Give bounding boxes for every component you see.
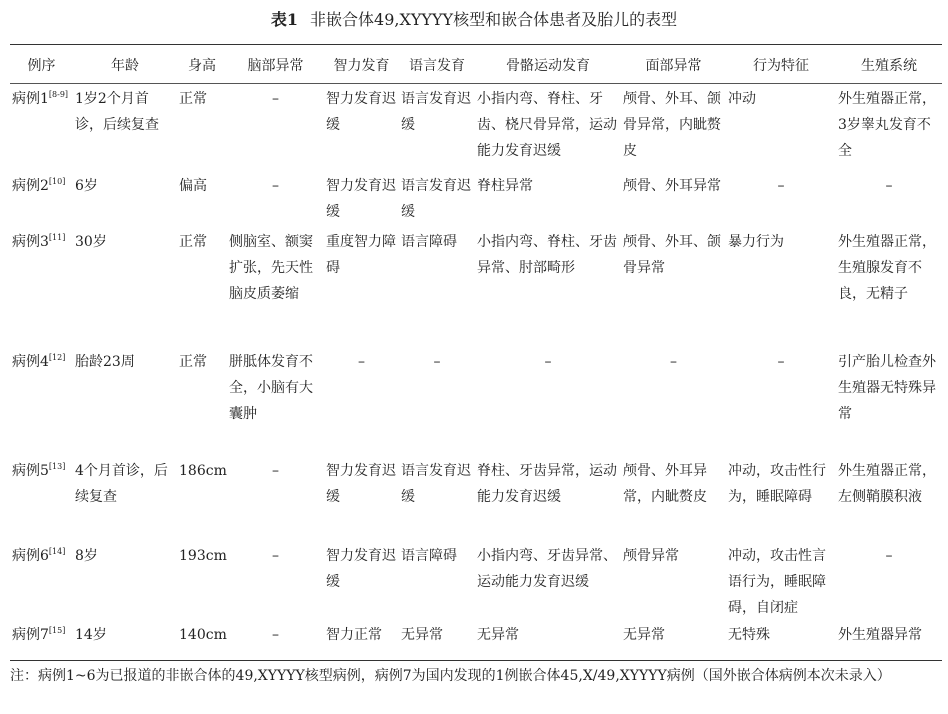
table-caption	[0, 8, 948, 32]
table-row	[10, 540, 942, 622]
case-label: 病例6	[12, 548, 49, 564]
age-cell: 4个月首诊，后续复查	[75, 463, 168, 505]
case-cell	[10, 170, 73, 226]
case-label: 病例3	[12, 234, 49, 250]
table-row	[10, 170, 942, 226]
brain-cell: –	[272, 178, 279, 194]
behavior-cell: 冲动，攻击性言语行为，睡眠障碍，自闭症	[728, 548, 826, 616]
height-cell: 正常	[179, 234, 207, 250]
facial-cell: –	[670, 354, 677, 370]
header-facial: 面部异常	[645, 57, 702, 74]
case-label: 病例4	[12, 354, 49, 370]
behavior-cell: –	[777, 178, 785, 194]
intelligence-cell: 智力发育迟缓	[326, 548, 396, 590]
bottom-rule	[10, 660, 942, 661]
language-cell: 语言障碍	[401, 548, 457, 564]
facial-cell: 颅骨、外耳、颌骨异常，内眦赘皮	[623, 91, 721, 159]
table-row	[10, 622, 942, 646]
case-cell	[10, 455, 73, 540]
header-skeletal-motor: 骨骼运动发育	[506, 57, 590, 74]
brain-cell: –	[272, 91, 279, 107]
intelligence-cell: 重度智力障碍	[326, 234, 396, 276]
header-behavior: 行为特征	[753, 57, 809, 74]
height-cell: 正常	[179, 91, 207, 107]
reference-link[interactable]: [10]	[48, 177, 66, 186]
case-cell	[10, 226, 73, 346]
skeletal-cell: 无异常	[477, 627, 519, 643]
age-cell: 30岁	[75, 234, 107, 250]
intelligence-cell: –	[358, 354, 365, 370]
table-row	[10, 455, 942, 540]
facial-cell: 颅骨、外耳异常	[623, 178, 721, 194]
brain-cell: –	[272, 548, 279, 564]
language-cell: 语言发育迟缓	[401, 178, 471, 220]
facial-cell: 颅骨、外耳、颌骨异常	[623, 234, 721, 276]
case-cell	[10, 346, 73, 455]
reproductive-cell: –	[885, 178, 893, 194]
skeletal-cell: 小指内弯、牙齿异常、运动能力发育迟缓	[477, 548, 617, 590]
language-cell: 无异常	[401, 627, 443, 643]
header-height: 身高	[188, 57, 216, 74]
reference-link[interactable]: [11]	[48, 233, 66, 242]
phenotype-table	[10, 46, 942, 646]
reproductive-cell: 引产胎儿检查外生殖器无特殊异常	[838, 354, 936, 422]
case-cell	[10, 83, 73, 170]
case-label: 病例1	[12, 91, 49, 107]
reference-link[interactable]: [14]	[48, 547, 66, 556]
intelligence-cell: 智力发育迟缓	[326, 178, 396, 220]
height-cell: 140cm	[179, 627, 227, 643]
brain-cell: 侧脑室、额窦扩张，先天性脑皮质萎缩	[229, 234, 313, 302]
behavior-cell: –	[777, 354, 785, 370]
intelligence-cell: 智力发育迟缓	[326, 463, 396, 505]
facial-cell: 颅骨异常	[623, 548, 679, 564]
language-cell: 语言发育迟缓	[401, 91, 471, 133]
reproductive-cell: 外生殖器异常	[838, 627, 922, 643]
brain-cell: –	[272, 463, 279, 479]
header-language: 语言发育	[409, 57, 465, 74]
brain-cell: –	[272, 627, 279, 643]
table-footnote: 注：病例1~6为已报道的非嵌合体的49,XYYYY核型病例，病例7为国内发现的1例嵌合体45,X/49,XYYYY病例（国外嵌合体病例本次未录入）	[10, 668, 891, 684]
height-cell: 偏高	[179, 178, 207, 194]
skeletal-cell: 脊柱、牙齿异常，运动能力发育迟缓	[477, 463, 617, 505]
skeletal-cell: 小指内弯、脊柱、牙齿、桡尺骨异常，运动能力发育迟缓	[477, 91, 617, 159]
table-title: 非嵌合体49,XYYYY核型和嵌合体患者及胎儿的表型	[310, 10, 678, 29]
table-row	[10, 226, 942, 346]
case-label: 病例2	[12, 178, 49, 194]
reference-link[interactable]: [15]	[48, 626, 66, 635]
header-case: 例序	[27, 57, 56, 74]
table-label: 表1	[270, 10, 299, 29]
reproductive-cell: 外生殖器正常，生殖腺发育不良，无精子	[838, 234, 936, 302]
table-row	[10, 346, 942, 455]
behavior-cell: 冲动，攻击性行为，睡眠障碍	[728, 463, 826, 505]
age-cell: 1岁2个月首诊，后续复查	[75, 91, 159, 133]
case-label: 病例5	[12, 463, 49, 479]
reproductive-cell: –	[885, 548, 893, 564]
skeletal-cell: 脊柱异常	[477, 178, 533, 194]
intelligence-cell: 智力发育迟缓	[326, 91, 396, 133]
behavior-cell: 暴力行为	[728, 234, 784, 250]
language-cell: –	[433, 354, 441, 370]
height-cell: 正常	[179, 354, 207, 370]
reproductive-cell: 外生殖器正常，3岁睾丸发育不全	[838, 91, 936, 159]
skeletal-cell: 小指内弯、脊柱、牙齿异常、肘部畸形	[477, 234, 617, 276]
language-cell: 语言障碍	[401, 234, 457, 250]
age-cell: 6岁	[75, 178, 98, 194]
table-row	[10, 83, 942, 170]
reference-link[interactable]: [13]	[48, 462, 66, 471]
header-reproductive: 生殖系统	[861, 57, 917, 74]
facial-cell: 颅骨、外耳异常，内眦赘皮	[623, 463, 707, 505]
table-header	[10, 46, 942, 83]
height-cell: 193cm	[179, 548, 227, 564]
case-cell	[10, 540, 73, 622]
age-cell: 胎龄23周	[75, 354, 135, 370]
header-age: 年龄	[111, 57, 139, 74]
language-cell: 语言发育迟缓	[401, 463, 471, 505]
reference-link[interactable]: [8-9]	[48, 90, 69, 99]
reference-link[interactable]: [12]	[48, 353, 66, 362]
header-intelligence: 智力发育	[333, 57, 390, 74]
reproductive-cell: 外生殖器正常，左侧鞘膜积液	[838, 463, 936, 505]
brain-cell: 胼胝体发育不全，小脑有大囊肿	[229, 354, 313, 422]
age-cell: 14岁	[75, 627, 107, 643]
behavior-cell: 冲动	[728, 91, 756, 107]
case-label: 病例7	[12, 627, 49, 643]
skeletal-cell: –	[544, 354, 552, 370]
age-cell: 8岁	[75, 548, 98, 564]
behavior-cell: 无特殊	[728, 627, 770, 643]
facial-cell: 无异常	[623, 627, 665, 643]
case-cell	[10, 622, 73, 646]
header-brain: 脑部异常	[247, 57, 304, 74]
height-cell: 186cm	[179, 463, 227, 479]
intelligence-cell: 智力正常	[326, 627, 382, 643]
top-rule	[10, 44, 942, 45]
table-body	[10, 83, 942, 646]
